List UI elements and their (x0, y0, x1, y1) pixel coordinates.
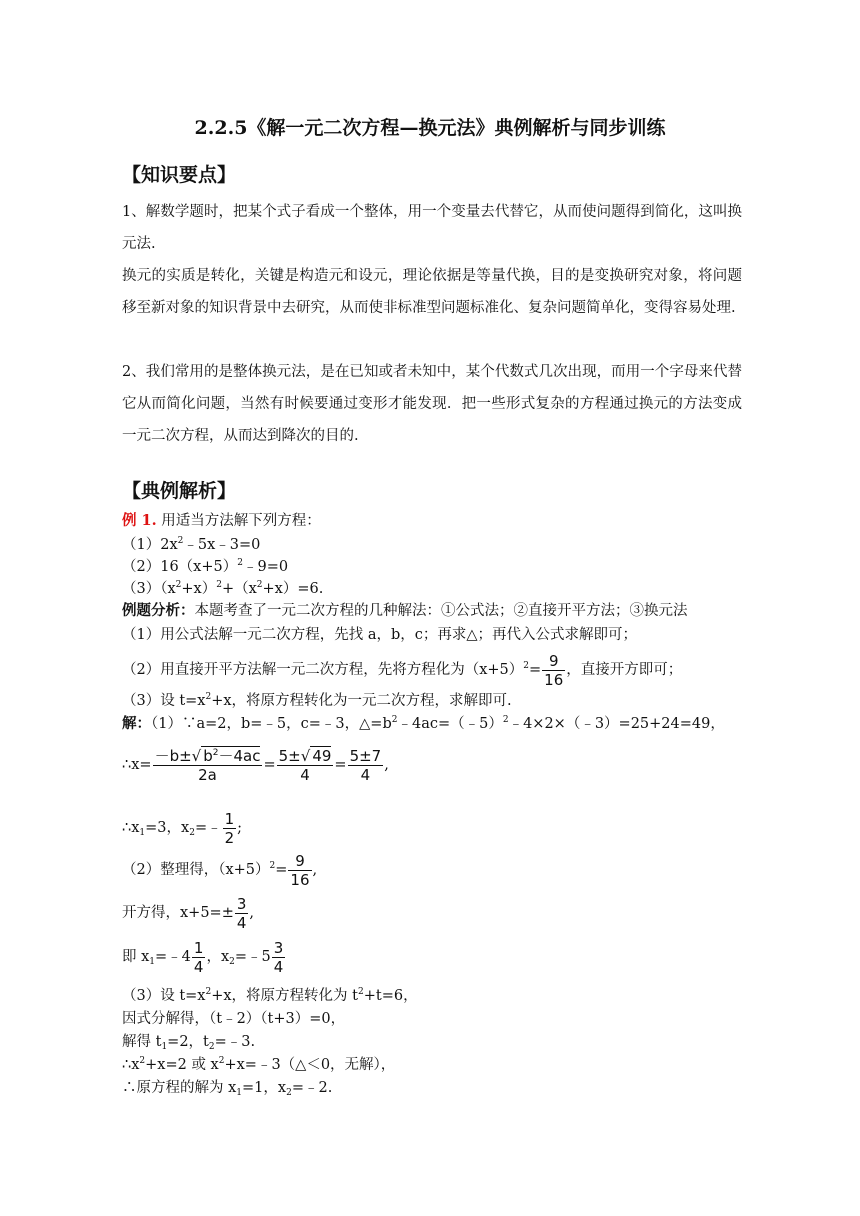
solution-t-values: 解得 $t_1=2$，$t_2=﹣3$. (122, 1034, 256, 1052)
analysis-text: 本题考查了一元二次方程的几种解法：①公式法；②直接开平方法；③换元法 (194, 603, 688, 619)
solution-sqrt-step: 开方得，x+5=± $\frac{3}{4}$ , (122, 894, 255, 932)
solution-roots-2: 即 $x_1=﹣4$ $\frac{1}{4}$ ，$x_2=﹣5$ $\frac{3}{4}$ (122, 938, 284, 976)
solution-step-2: （2）整理得，$(x+5)^2=$ $\frac{9}{16}$ , (122, 851, 318, 889)
solution-final: ∴原方程的解为 $x_1=1$，$x_2=﹣2$. (122, 1080, 333, 1098)
solution-step-3: （3）设 $t=x^2+x$，将原方程转化为 $t^2+t=6$， (122, 987, 418, 1004)
page-title: 2.2.5《解一元二次方程—换元法》典例解析与同步训练 (194, 117, 666, 139)
analysis-step-3: （3）设 $t=x^2+x$，将原方程转化为一元二次方程，求解即可. (122, 692, 512, 709)
analysis-label: 例题分析： (122, 602, 195, 619)
knowledge-point-2: 2、我们常用的是整体换元法，是在已知或者未知中，某个代数式几次出现，而用一个字母来代替它从而简化问题，当然有时候要通过变形才能发现．把一些形式复杂的方程通过换元的方法变成一元二次方程，从而达到降次的目的. (122, 364, 742, 444)
knowledge-point-substitution: 换元的实质是转化，关键是构造元和设元，理论依据是等量代换，目的是变换研究对象，将问题移至新对象的知识背景中去研究，从而使非标准型问题标准化、复杂问题简单化，变得容易处理. (122, 268, 742, 316)
knowledge-point-1: 1、解数学题时，把某个式子看成一个整体，用一个变量去代替它，从而使问题得到简化，这叫换元法. (122, 204, 742, 252)
analysis-step-1: （1）用公式法解一元二次方程，先找 a，b，c；再求△；再代入公式求解即可； (122, 627, 638, 643)
solution-step-1: 解：（1）∵a=2，b=﹣5，c=﹣3，$\triangle=b^2﹣4ac=(﹣5)^2﹣4\times 2\times(﹣3)=25+24=49$， (122, 715, 725, 732)
solution-back-substitute: $\therefore x^2+x=2$ 或 $x^2+x=﹣3(\triangle<0$，无解）， (122, 1056, 396, 1073)
solution-factor: 因式分解得，（t﹣2）（t+3）=0， (122, 1011, 346, 1027)
analysis-step-2: （2）用直接开平方法解一元二次方程，先将方程化为$(x+5)^2=$ $\frac{9}{16}$ ，直接开方即可； (122, 651, 683, 689)
fraction-1-2: $\frac{1}{2}$ (224, 809, 235, 847)
quadratic-formula-line: ∴x= $\frac{-b\pm√ b^2-4ac}{2a}$ = $\frac{5\pm√ 49}{4}$ = $\frac{5\pm 7}{4}$ , (122, 746, 389, 784)
section-heading-examples: 【典例解析】 (122, 480, 237, 502)
section-heading-knowledge: 【知识要点】 (122, 164, 237, 186)
example-label: 例 1. (122, 512, 157, 529)
equation-3: $(3)(x^2+x)^2+(x^2+x)=6$. (122, 580, 324, 597)
analysis-line (122, 600, 688, 622)
equation-1: $(1)2x^2﹣5x﹣3=0$ (122, 536, 261, 553)
fraction-9-16: $\frac{9}{16}$ (544, 651, 564, 689)
solution-roots-1: $\therefore x_1=3$，$x_2=﹣$ $\frac{1}{2}$ ; (122, 809, 243, 847)
example-1-prompt (122, 510, 321, 532)
equation-2: $(2)16(x+5)^2﹣9=0$ (122, 558, 289, 575)
example-text: 用适当方法解下列方程： (161, 513, 321, 529)
